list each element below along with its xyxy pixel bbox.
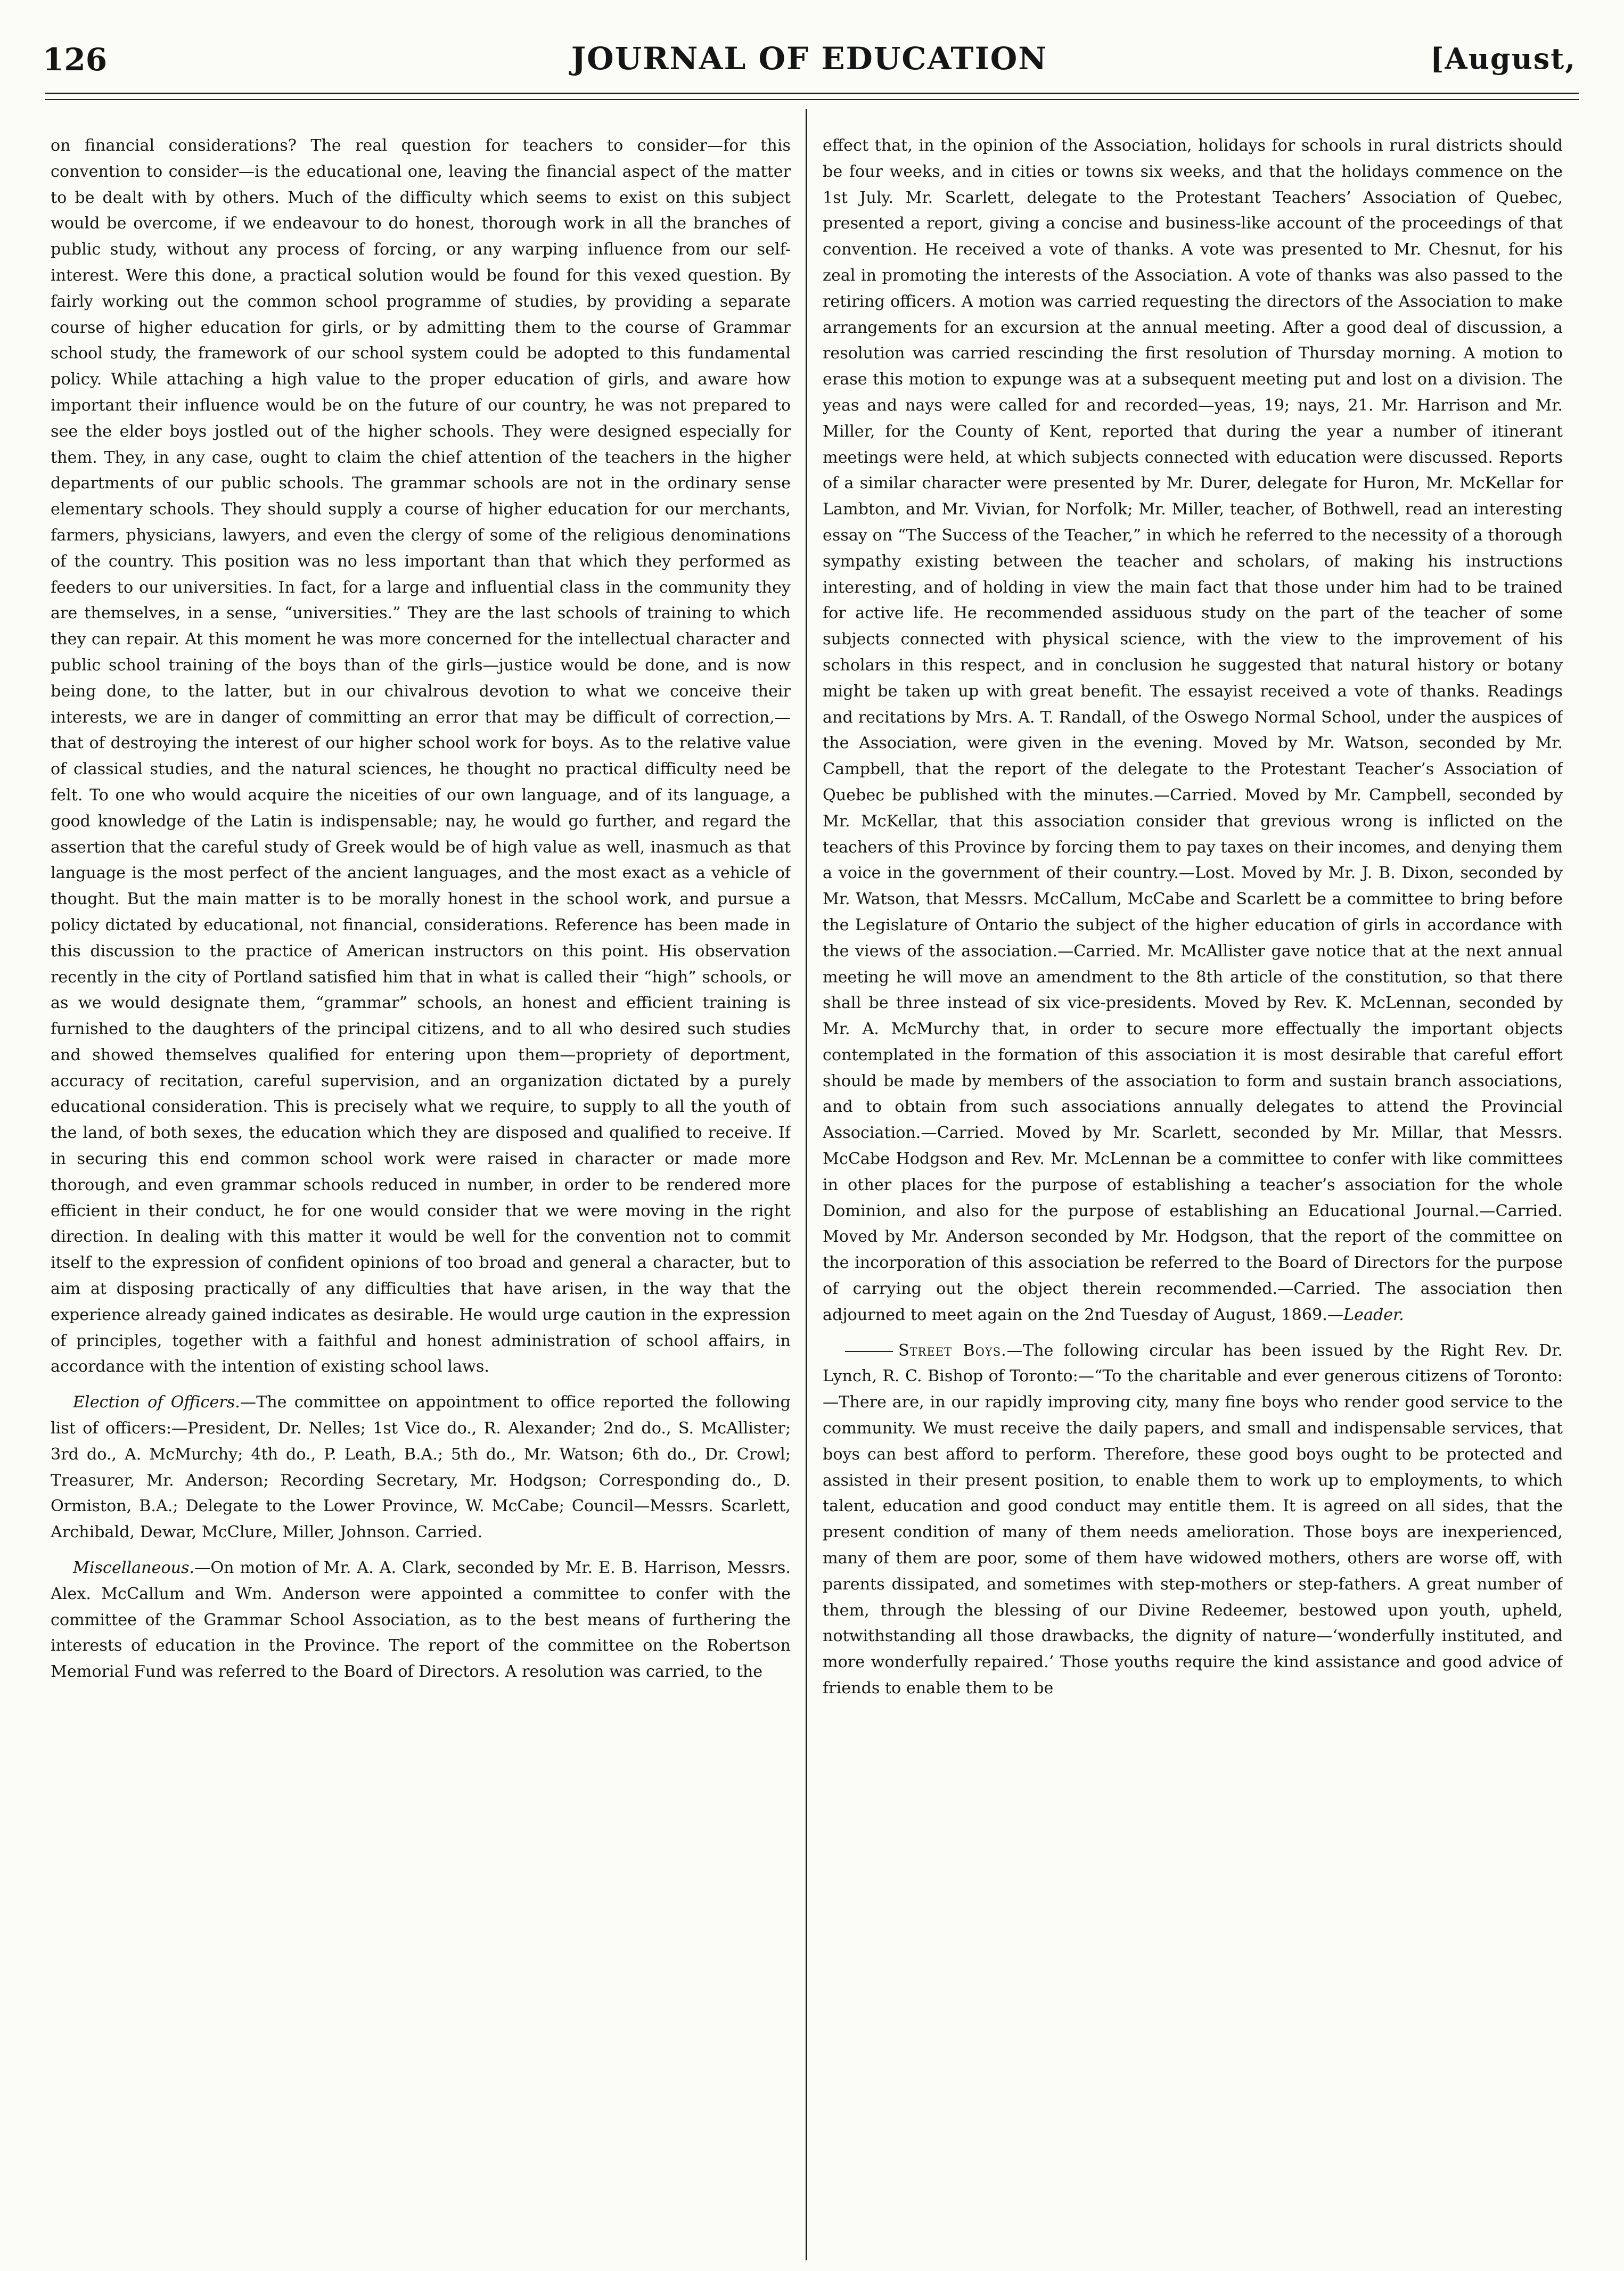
street-boys-heading: Street Boys. [898, 1341, 1007, 1360]
right-column [823, 133, 1563, 2236]
proceedings-text: effect that, in the opinion of the Association, holidays for schools in rural districts should be four weeks, and in cities or towns six weeks, and that the holidays commence on the 1st July. Mr. Scarlett, delegate to the Protestant Teachers’ Association of Quebec, presented a report, giving a concise and business-like account of the proceedings of that convention. He received a vote of thanks. A vote was presented to Mr. Chesnut, for his zeal in promoting the interests of the Association. A vote of thanks was also passed to the retiring officers. A motion was carried requesting the directors of the Association to make arrangements for an excursion at the annual meeting. After a good deal of discussion, a resolution was carried rescinding the first resolution of Thursday morning. A motion to erase this motion to expunge was at a subsequent meeting put and lost on a division. The yeas and nays were called for and recorded—yeas, 19; nays, 21. Mr. Harrison and Mr. Miller, for the County of Kent, reported that during the year a number of itinerant meetings were held, at which subjects connected with education were discussed. Reports of a similar character were presented by Mr. Durer, delegate for Huron, Mr. McKellar for Lambton, and Mr. Vivian, for Norfolk; Mr. Miller, teacher, of Bothwell, read an interesting essay on “The Success of the Teacher,” in which he referred to the necessity of a thorough sympathy existing between the teacher and scholars, of making his instructions interesting, and of holding in view the main fact that those under him had to be trained for active life. He recommended assiduous study on the part of the teacher of some subjects connected with physical science, with the view to the improvement of his scholars in this respect, and in conclusion he suggested that natural history or botany might be taken up with great benefit. The essayist received a vote of thanks. Readings and recitations by Mrs. A. T. Randall, of the Oswego Normal School, under the auspices of the Association, were given in the evening. Moved by Mr. Watson, seconded by Mr. Campbell, that the report of the delegate to the Protestant Teacher’s Association of Quebec be published with the minutes.—Carried. Moved by Mr. Campbell, seconded by Mr. McKellar, that this association consider that grevious wrong is inflicted on the teachers of this Province by forcing them to pay taxes on their incomes, and denying them a voice in the government of their country.—Lost. Moved by Mr. J. B. Dixon, seconded by Mr. Watson, that Messrs. McCallum, McCabe and Scarlett be a committee to bring before the Legislature of Ontario the subject of the higher education of girls in accordance with the views of the association.—Carried. Mr. McAllister gave notice that at the next annual meeting he will move an amendment to the 8th article of the constitution, so that there shall be three instead of six vice-presidents. Moved by Rev. K. McLennan, seconded by Mr. A. McMurchy that, in order to secure more effectually the important objects contemplated in the formation of this association it is most desirable that careful effort should be made by members of the association to form and sustain branch associations, and to obtain from such associations annually delegates to attend the Provincial Association.—Carried. Moved by Mr. Scarlett, seconded by Mr. Millar, that Messrs. McCabe Hodgson and Rev. Mr. McLennan be a committee to confer with like committees in other places for the purpose of establishing a teacher’s association for the whole Dominion, and also for the purpose of establishing an Educational Journal.—Carried. Moved by Mr. Anderson seconded by Mr. Hodgson, that the report of the committee on the incorporation of this association be referred to the Board of Directors for the purpose of carrying out the object therein recommended.—Carried. The association then adjourned to meet again on the 2nd Tuesday of August, 1869.— [823, 136, 1563, 1324]
source-credit: Leader. [1343, 1305, 1404, 1324]
street-boys-text: —The following circular has been issued by the Right Rev. Dr. Lynch, R. C. Bishop of Toronto:—“To the charitable and ever generous citizens of Toronto:—There are, in our rapidly improving city, many fine boys who render good service to the community. We must receive the daily papers, and small and indispensable services, that boys can best afford to perform. Therefore, these good boys ought to be protected and assisted in their present position, to enable them to work up to employments, to which talent, education and good conduct may entitle them. It is agreed on all sides, that the present condition of many of them needs amelioration. Those boys are inexperienced, many of them are poor, some of them have widowed mothers, others are worse off, with parents dissipated, and sometimes with step-mothers or step-fathers. A great number of them, through the blessing of our Divine Redeemer, bestowed upon youth, upheld, notwithstanding all those drawbacks, the dignity of nature—‘wonderfully instituted, and more wonderfully repaired.’ Those youths require the kind assistance and good advice of friends to enable them to be [823, 1341, 1563, 1698]
teachers-discussion-paragraph: on financial considerations? The real question for teachers to consider—for this convention to consider—is the educational one, leaving the financial aspect of the matter to be dealt with by others. Much of the difficulty which seems to exist on this subject would be overcome, if we endeavour to do honest, thorough work in all the branches of public study, without any process of forcing, or any warping influence from our self-interest. Were this done, a practical solution would be found for this vexed question. By fairly working out the common school programme of studies, by providing a separate course of higher education for girls, or by admitting them to the course of Grammar school study, the framework of our school system could be adopted to this fundamental policy. While attaching a high value to the proper education of girls, and aware how important their influence would be on the future of our country, he was not prepared to see the elder boys jostled out of the higher schools. They were designed especially for them. They, in any case, ought to claim the chief attention of the teachers in the higher departments of our public schools. The grammar schools are not in the ordinary sense elementary schools. They should supply a course of higher education for our merchants, farmers, physicians, lawyers, and even the clergy of some of the religious denominations of the country. This position was no less important than that which they performed as feeders to our universities. In fact, for a large and influential class in the community they are themselves, in a sense, “universities.” They are the last schools of training to which they can repair. At this moment he was more concerned for the intellectual character and public school training of the boys than of the girls—justice would be done, and is now being done, to the latter, but in our chivalrous devotion to what we conceive their interests, we are in danger of committing an error that may be difficult of correction,—that of destroying the interest of our higher school work for boys. As to the relative value of classical studies, and the natural sciences, he thought no practical difficulty need be felt. To one who would acquire the niceities of our own language, and of its language, a good knowledge of the Latin is indispensable; nay, he would go further, and regard the assertion that the careful study of Greek would be of high value as well, inasmuch as that language is the most perfect of the ancient languages, and the most exact as a vehicle of thought. But the main matter is to be morally honest in the school work, and pursue a policy dictated by educational, not financial, considerations. Reference has been made in this discussion to the practice of American instructors on this point. His observation recently in the city of Portland satisfied him that in what is called their “high” schools, or as we would designate them, “grammar” schools, an honest and efficient training is furnished to the daughters of the principal citizens, and to all who desired such studies and showed themselves qualified for entering upon them—propriety of deportment, accuracy of recitation, careful supervision, and an organization dictated by a purely educational consideration. This is precisely what we require, to supply to all the youth of the land, of both sexes, the education which they are disposed and qualified to receive. If in securing this end common school work were raised in character or made more thorough, and even grammar schools reduced in number, in order to be rendered more efficient in their conduct, he for one would consider that we were moving in the right direction. In dealing with this matter it would be well for the convention not to commit itself to the expression of confident opinions of too broad and general a character, but to aim at disposing practically of any difficulties that have arisen, in the way that the experience already gained indicates as desirable. He would urge caution in the expression of principles, together with a faithful and honest administration of school affairs, in accordance with the intention of existing school laws. [51, 136, 791, 1376]
miscellaneous-text: —On motion of Mr. A. A. Clark, seconded by Mr. E. B. Harrison, Messrs. Alex. McCallum and Wm. Anderson were appointed a committee to confer with the committee of the Grammar School Association, as to the best means of furthering the interests of education in the Province. The report of the committee on the Robertson Memorial Fund was referred to the Board of Directors. A resolution was carried, to the [51, 1559, 791, 1682]
journal-title: JOURNAL OF EDUCATION [571, 40, 1048, 77]
section-dash-rule [845, 1351, 893, 1352]
association-proceedings-paragraph [823, 133, 1563, 1329]
election-heading: Election of Officers. [73, 1393, 240, 1412]
left-column [51, 133, 791, 2236]
header-rule-top [45, 93, 1579, 94]
column-divider [806, 109, 807, 2260]
election-text: —The committee on appointment to office reported the following list of officers:—President, Dr. Nelles; 1st Vice do., R. Alexander; 2nd do., S. McAllister; 3rd do., A. McMurchy; 4th do., P. Leath, B.A.; 5th do., Mr. Watson; 6th do., Dr. Crowl; Treasurer, Mr. Anderson; Recording Secretary, Mr. Hodgson; Corresponding do., D. Ormiston, B.A.; Delegate to the Lower Province, W. McCabe; Council—Messrs. Scarlett, Archibald, Dewar, McClure, Miller, Johnson. Carried. [51, 1393, 791, 1542]
miscellaneous-heading: Miscellaneous. [73, 1559, 195, 1578]
street-boys-paragraph [823, 1338, 1563, 1702]
issue-month: [August, [1430, 42, 1576, 76]
page-number: 126 [43, 42, 108, 78]
header-rule-bottom [45, 99, 1579, 100]
miscellaneous-paragraph [51, 1555, 791, 1685]
election-of-officers-paragraph [51, 1390, 791, 1546]
page-header [43, 37, 1576, 96]
